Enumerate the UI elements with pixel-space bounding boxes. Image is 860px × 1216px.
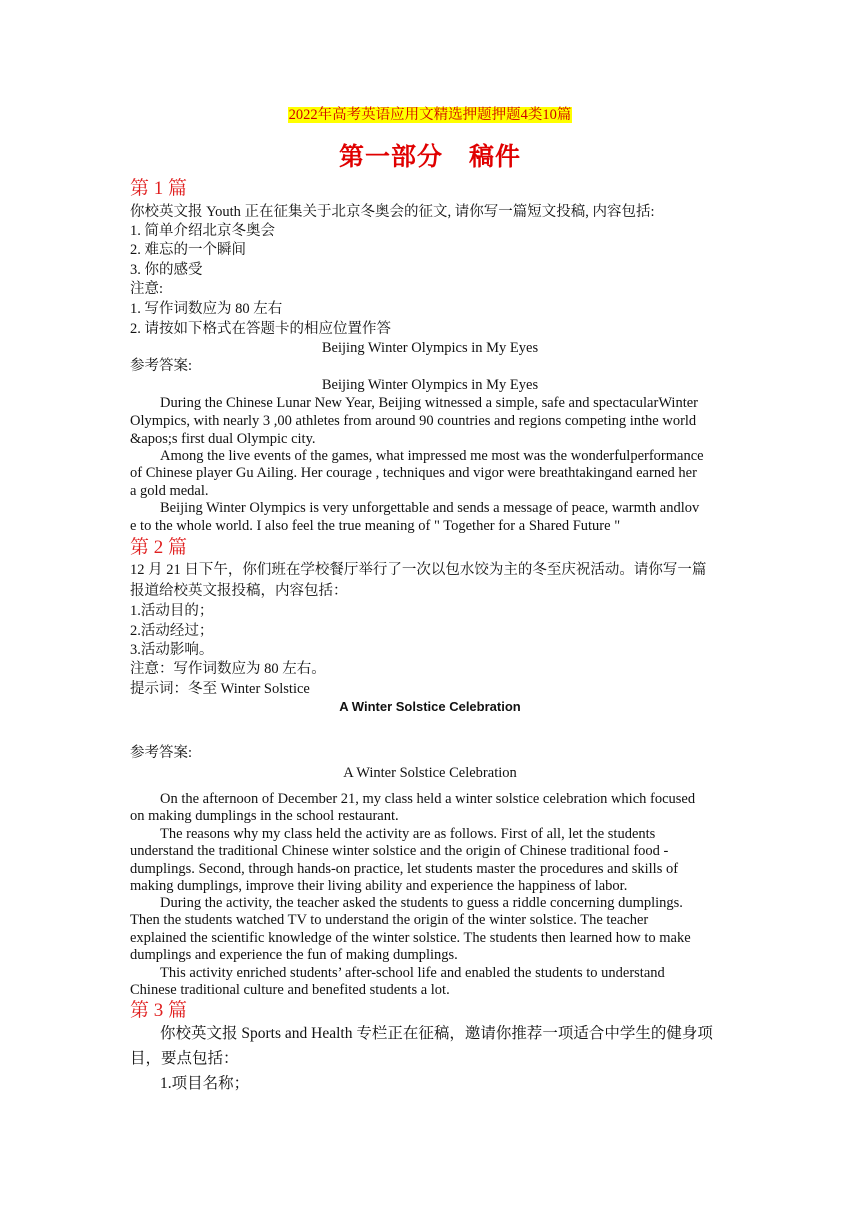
s3-prompt: 目，要点包括： xyxy=(130,1050,239,1067)
s1-answer-title: Beijing Winter Olympics in My Eyes xyxy=(321,377,539,393)
s2-item: 2.活动经过； xyxy=(130,623,214,639)
s1-note: 1. 写作词数应为 80 左右 xyxy=(130,301,283,317)
s1-prompt: 你校英文报 Youth 正在征集关于北京冬奥会的征文, 请你写一篇短文投稿, 内容包括: xyxy=(130,204,655,220)
section-2-heading: 第 2 篇 xyxy=(130,537,188,558)
s1-answer-line: Olympics, with nearly 3 ,00 athletes from around 90 countries and regions competing inthe world xyxy=(130,413,697,429)
s1-item: 2. 难忘的一个瞬间 xyxy=(130,242,246,258)
s2-prompt: 12 月 21 日下午，你们班在学校餐厅举行了一次以包水饺为主的冬至庆祝活动。请你写一篇 xyxy=(130,562,707,578)
s2-bold-title: A Winter Solstice Celebration xyxy=(339,699,521,714)
s2-hint: 提示词：冬至 Winter Solstice xyxy=(130,681,310,697)
s1-answer-line: of Chinese player Gu Ailing. Her courage , techniques and vigor were breathtakingand earned her xyxy=(130,465,697,481)
s1-answer-line: During the Chinese Lunar New Year, Beijing witnessed a simple, safe and spectacularWinter xyxy=(160,395,699,411)
s2-answer-line: understand the traditional Chinese winter solstice and the origin of Chinese traditional food - xyxy=(130,843,669,859)
s2-answer-line: Then the students watched TV to understand the origin of the winter solstice. The teacher xyxy=(130,912,649,928)
s1-answer-label: 参考答案: xyxy=(130,358,193,374)
s3-prompt: 你校英文报 Sports and Health 专栏正在征稿，邀请你推荐一项适合中学生的健身项 xyxy=(160,1025,713,1042)
s1-item: 1. 简单介绍北京冬奥会 xyxy=(130,223,275,239)
s2-note: 注意：写作词数应为 80 左右。 xyxy=(130,661,326,677)
s2-answer-line: During the activity, the teacher asked the students to guess a riddle concerning dumplings. xyxy=(160,895,683,911)
doc-header xyxy=(0,106,860,124)
s2-answer-line: This activity enriched students’ after-school life and enabled the students to understand xyxy=(160,965,665,981)
s2-answer-line: dumplings. Second, through hands-on practice, let students master the procedures and skills of xyxy=(130,861,679,877)
s2-answer-line: On the afternoon of December 21, my class held a winter solstice celebration which focused xyxy=(160,791,696,807)
s1-note-label: 注意: xyxy=(130,281,164,297)
s2-item: 3.活动影响。 xyxy=(130,642,214,658)
s2-answer-line: dumplings and experience the fun of making dumplings. xyxy=(130,947,458,963)
part-title: 第一部分 稿件 xyxy=(338,144,521,171)
s2-answer-label: 参考答案: xyxy=(130,745,193,761)
s2-answer-line: explained the scientific knowledge of the winter solstice. The students then learned how to make xyxy=(130,930,691,946)
s1-answer-line: a gold medal. xyxy=(130,483,209,499)
s3-item: 1.项目名称； xyxy=(160,1075,250,1092)
header-highlight: 2022年高考英语应用文精选押题押题4类10篇 xyxy=(288,107,572,123)
s2-prompt: 报道给校英文报投稿，内容包括： xyxy=(130,583,348,599)
s1-answer-line: e to the whole world. I also feel the true meaning of " Together for a Shared Future " xyxy=(130,518,621,534)
s1-item: 3. 你的感受 xyxy=(130,262,203,278)
s1-answer-line: &apos;s first dual Olympic city. xyxy=(130,431,316,447)
s2-item: 1.活动目的； xyxy=(130,603,214,619)
s2-answer-line: making dumplings, improve their living ability and experience the happiness of labor. xyxy=(130,878,628,894)
s1-answer-line: Beijing Winter Olympics is very unforgettable and sends a message of peace, warmth andlov xyxy=(160,500,700,516)
s1-note: 2. 请按如下格式在答题卡的相应位置作答 xyxy=(130,321,391,337)
section-1-heading: 第 1 篇 xyxy=(130,178,188,199)
section-3-heading: 第 3 篇 xyxy=(130,1000,188,1021)
s2-answer-line: The reasons why my class held the activity are as follows. First of all, let the students xyxy=(160,826,656,842)
s2-answer-title: A Winter Solstice Celebration xyxy=(343,765,517,781)
s2-answer-line: on making dumplings in the school restaurant. xyxy=(130,808,399,824)
s1-answer-line: Among the live events of the games, what impressed me most was the wonderfulperformance xyxy=(160,448,704,464)
s2-answer-line: Chinese traditional culture and benefited students a lot. xyxy=(130,982,450,998)
s1-title-line: Beijing Winter Olympics in My Eyes xyxy=(321,340,539,356)
